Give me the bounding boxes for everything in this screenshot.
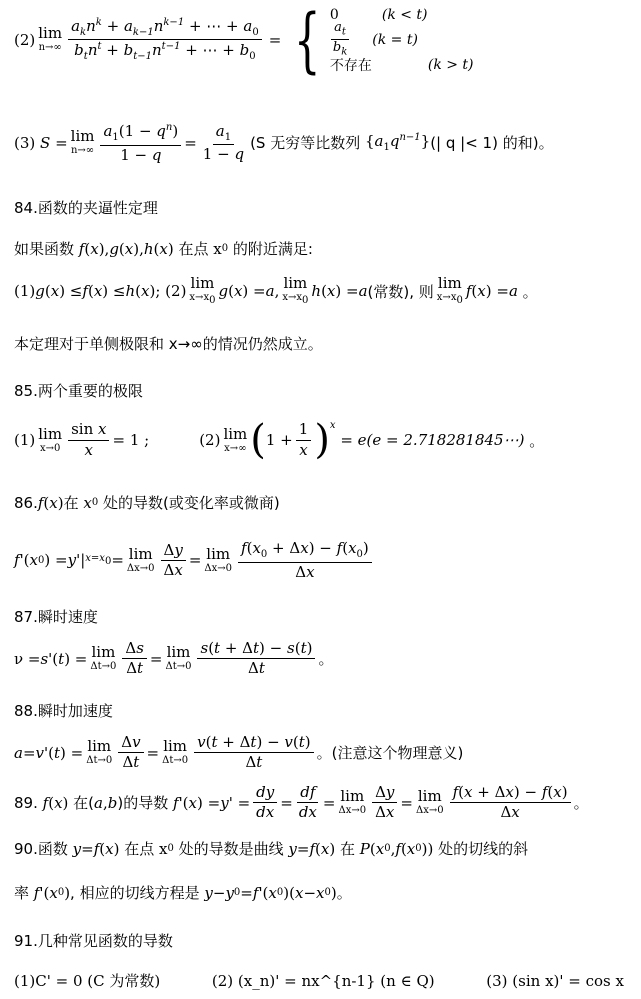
heading-91: 91.几种常见函数的导数	[14, 932, 173, 950]
s85-limits: (1) lim x→0 $\frac{\text{sin x}}{x}$ = 1 ; (2) lim x→∞ ( 1 + $\frac{1}{x}$ ) $^x$ = e(e = 2.718281845⋯) 。	[14, 417, 545, 463]
lim-n-inf: lim n→∞	[38, 24, 63, 53]
formula-power: (2) (x_n)' = nx^{n-1} (n ∈ Q)	[211, 971, 435, 990]
rational-fraction: $\frac{a_kn^k + a_{k-1}n^{k-1} + \cdots + a_0}{b_tn^t + b_{t-1}n^{t-1} + \cdots + b_0}$	[68, 17, 262, 63]
formula-3-geometric-sum: (3) S = lim n→∞ $\frac{a_1(1 - q^n)}{1 - q}$ = $\frac{a_1}{1 - q}$ (S 无穷等比数列 $\{a_1q^{n-1}\}$ (| q |< 1) 的和)。	[14, 121, 554, 164]
s84-remark: 本定理对于单侧极限和 x→∞的情况仍然成立。	[14, 335, 323, 353]
s87-velocity: ν = s '( t ) = lim Δt→0 $\frac{\Delta s}{\Delta t}$ = lim Δt→0 $\frac{s(t + \Delta t) - s(t)}{\Delta t}$ 。	[14, 639, 334, 678]
s91-formulas	[14, 970, 624, 991]
formula-const: (1)C' = 0 (C 为常数)	[14, 972, 161, 990]
formula-sin: (3) (sin x)' = cos x	[486, 971, 624, 990]
s84-conditions: (1) g ( x ) ≤ f ( x ) ≤ h ( x ) ; (2) lim $x\to x_0$ g ( x ) = a , lim $x\to x_0$ h ( x ) = a (常数), 则 lim $x\to x_0$ f ( x ) = a 。	[14, 274, 538, 306]
s90-line1: 90.函数 y = f ( x ) 在点 x 0 处的导数是曲线 y = f ( x ) 在 P ( x 0 , f ( x 0 )) 处的切线的斜	[14, 839, 529, 858]
s88-acceleration: a = v '( t ) = lim Δt→0 $\frac{\Delta v}{\Delta t}$ = lim Δt→0 $\frac{v(t + \Delta t) - v(t)}{\Delta t}$ 。(注意这个物理意义)	[14, 733, 464, 772]
s89-derivative: 89. f ( x ) 在( a , b )的导数 f '( x ) = y ' = $\frac{dy}{dx}$ = $\frac{df}{dx}$ = lim Δx→0 $\frac{\Delta y}{\Delta x}$ = lim Δx→0 $\frac{f(x + \Delta x) - f(x)}{\Delta x}$ 。	[14, 783, 589, 822]
s90-line2: 率 f '( x 0 ) , 相应的切线方程是 y − y 0 = f '( x 0 )( x − x 0 ) 。	[14, 883, 352, 902]
formula-2-rational-limit: (2) lim n→∞ $\frac{a_kn^k + a_{k-1}n^{k-1} + \cdots + a_0}{b_tn^t + b_{t-1}n^{t-1} + \cdots + b_0}$ = { 0 (k < t) $\frac{a_t}{b_k}$ (k = t) 不存在 (k > t)	[14, 0, 474, 81]
s86-derivative-def: f '( x 0 ) = y '| $x=x_0$ = lim Δx→0 $\frac{\Delta y}{\Delta x}$ = lim Δx→0 $\frac{f(x_0 + \Delta x) - f(x_0)}{\Delta x}$	[14, 540, 375, 581]
heading-84: 84.函数的夹逼性定理	[14, 199, 158, 217]
heading-85: 85.两个重要的极限	[14, 382, 143, 400]
heading-87: 87.瞬时速度	[14, 608, 98, 626]
piecewise-cases: 0 (k < t) $\frac{a_t}{b_k}$ (k = t) 不存在 (k > t)	[329, 6, 474, 74]
left-brace: {	[294, 0, 321, 81]
item-2-label: (2)	[14, 30, 36, 49]
heading-86: 86. f ( x ) 在 x 0 处的导数(或变化率或微商)	[14, 493, 280, 512]
s84-intro: 如果函数 f ( x ), g ( x ), h ( x ) 在点 x 0 的附近满足:	[14, 239, 313, 258]
heading-88: 88.瞬时加速度	[14, 702, 113, 720]
